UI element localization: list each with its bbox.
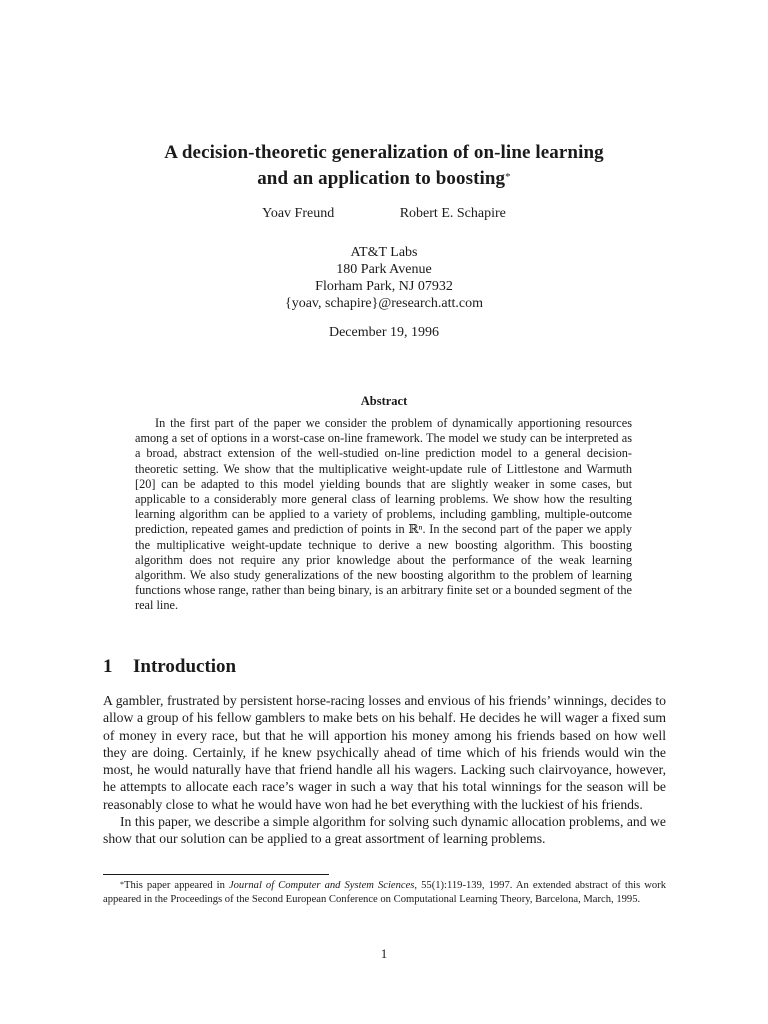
affiliation — [0, 244, 768, 312]
footnote-prefix: This paper appeared in — [124, 880, 229, 891]
footnote — [103, 879, 666, 908]
abstract-text: In the first part of the paper we consider the problem of dynamically apportioning resources among a set of options in a worst-case on-line framework. The model we study can be interpreted as a broad, abstract extension of the well-studied on-line prediction model to a general decision-theoretic setting. We show that the multiplicative weight-update rule of Littlestone and Warmuth [20] can be adapted to this model yielding bounds that are slightly weaker in some cases, but applicable to a considerably more general class of learning problems. We show how the resulting learning algorithm can be applied to a variety of problems, including gambling, multiple-outcome prediction, repeated games and prediction of points in ℝⁿ. In the second part of the paper we apply the multiplicative weight-update technique to derive a new boosting algorithm. This boosting algorithm does not require any prior knowledge about the performance of the weak learning algorithm. We also study generalizations of the new boosting algorithm to the problem of learning functions whose range, rather than being binary, is an arbitrary finite set or a bounded segment of the real line. — [135, 416, 632, 613]
introduction-body — [103, 692, 666, 848]
page-number: 1 — [380, 946, 388, 961]
paper-title — [0, 140, 768, 192]
affiliation-org: AT&T Labs — [350, 245, 418, 260]
title-line-2 — [0, 166, 768, 192]
affiliation-city: Florham Park, NJ 07932 — [315, 279, 453, 294]
section-heading — [103, 656, 236, 678]
intro-paragraph: In this paper, we describe a simple algorithm for solving such dynamic allocation problems, and we show that our solution can be applied to a great assortment of learning problems. — [103, 814, 666, 847]
footnote-journal: Journal of Computer and System Sciences — [228, 880, 415, 891]
title-line-2-text: and an application to boosting — [257, 168, 506, 189]
section-title: Introduction — [133, 656, 237, 677]
title-footnote-marker: * — [505, 171, 511, 183]
footnote-marker: * — [120, 880, 124, 889]
section-number: 1 — [103, 656, 113, 677]
affiliation-email: {yoav, schapire}@research.att.com — [284, 296, 483, 311]
intro-paragraph: A gambler, frustrated by persistent horse-racing losses and envious of his friends’ winnings, decides to allow a group of his fellow gamblers to make bets on his behalf. He decides he will wager a fixed sum of money in every race, but that he will apportion his money among his friends based on how well they are doing. Certainly, if he knew psychically ahead of time which of his friends would win the most, he would naturally have that friend handle all his wagers. Lacking such clairvoyance, however, he attempts to allocate each race’s wager in such a way that his total winnings for the season will be reasonably close to what he would have won had he bet everything with the luckiest of his friends. — [103, 693, 666, 812]
affiliation-street: 180 Park Avenue — [336, 262, 432, 277]
footnote-suffix: , 55(1):119-139, 1997. An extended abstract of this work appeared in the Proceedings of the Second European Conference on Computational Learning Theory, Barcelona, March, 1995. — [103, 880, 667, 906]
abstract-heading: Abstract — [360, 394, 408, 408]
author-name: Yoav Freund — [262, 206, 335, 221]
paper-date: December 19, 1996 — [328, 325, 440, 340]
author-list — [0, 206, 768, 222]
author-name: Robert E. Schapire — [399, 206, 506, 221]
footnote-divider — [103, 874, 329, 875]
title-line-1: A decision-theoretic generalization of on-line learning — [164, 142, 604, 163]
